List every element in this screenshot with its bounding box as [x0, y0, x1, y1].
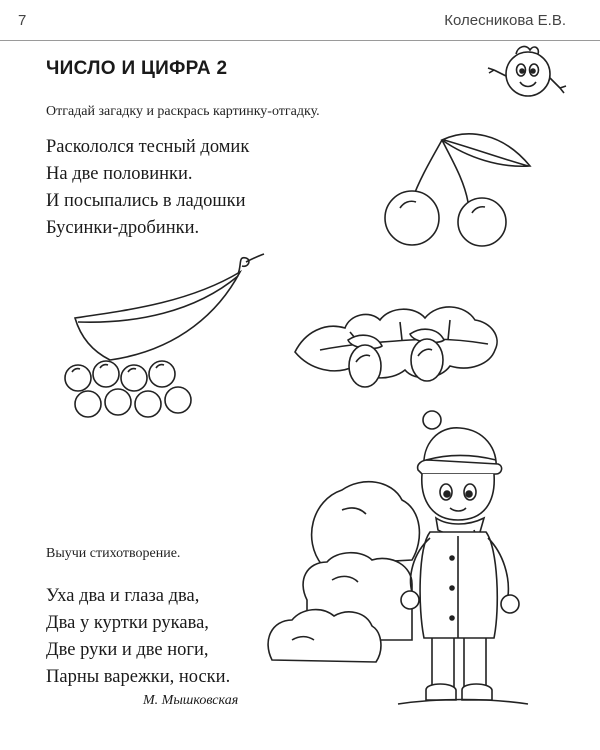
- riddle-line: Раскололся тесный домик: [46, 137, 250, 157]
- author-header: Колесникова Е.В.: [444, 12, 566, 29]
- poem-author: М. Мышковская: [143, 693, 239, 708]
- riddle-line: Бусинки-дробинки.: [46, 218, 200, 238]
- riddle-line: На две половинки.: [46, 164, 193, 184]
- poem-text: [46, 583, 230, 691]
- page-title: ЧИСЛО И ЦИФРА 2: [46, 58, 228, 79]
- riddle-line: И посыпались в ладошки: [46, 191, 246, 211]
- poem-line: Две руки и две ноги,: [46, 640, 209, 660]
- poem-line: Уха два и глаза два,: [46, 586, 200, 606]
- poem-line: Два у куртки рукава,: [46, 613, 209, 633]
- cherries-picture: [372, 118, 542, 248]
- riddle-instruction: Отгадай загадку и раскрась картинку-отгадку.: [46, 104, 320, 119]
- page-number: 7: [18, 12, 27, 29]
- riddle-text: [46, 134, 249, 242]
- smiling-ball-mascot-icon: [476, 38, 576, 106]
- acorns-picture: [290, 292, 505, 402]
- boy-picture: [398, 408, 528, 708]
- pea-pod-picture: [60, 250, 275, 440]
- poem-line: Парны варежки, носки.: [46, 667, 231, 687]
- poem-instruction: Выучи стихотворение.: [46, 546, 181, 561]
